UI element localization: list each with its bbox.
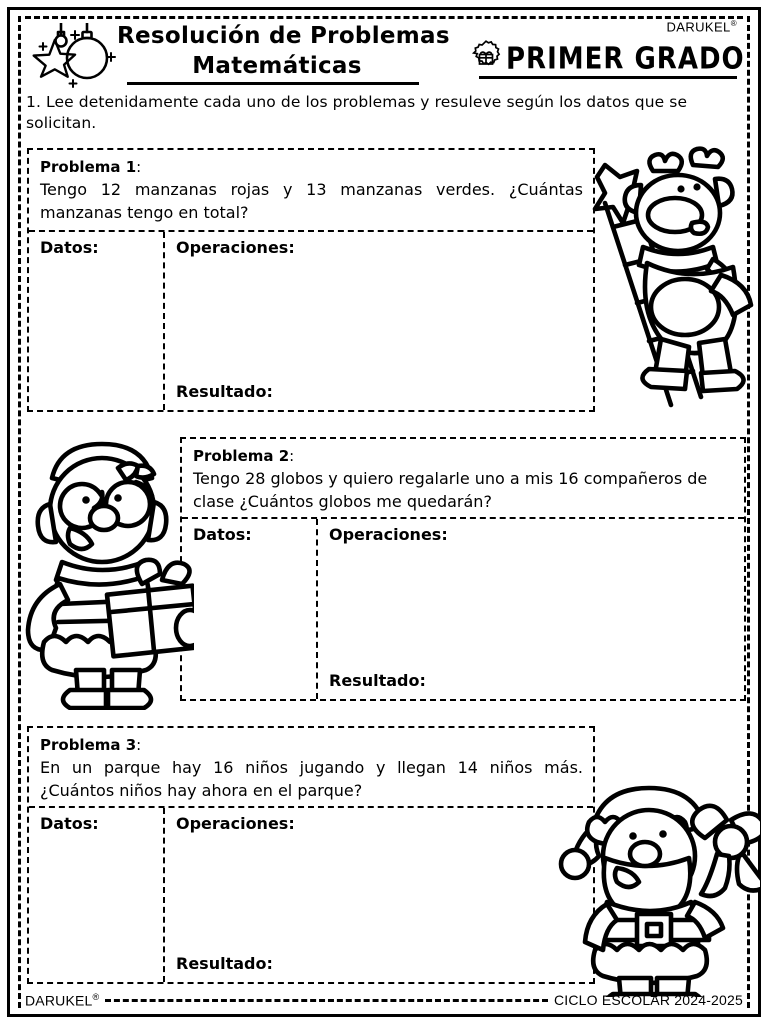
problem-1-operaciones-label: Operaciones: <box>176 238 295 257</box>
page-title <box>117 21 450 85</box>
footer-school-year: CICLO ESCOLAR 2024-2025 <box>553 992 743 1008</box>
problem-2-operaciones-cell[interactable] <box>318 519 744 699</box>
grade-label: PRIMER GRADO <box>506 40 745 77</box>
problem-card-1 <box>27 148 595 412</box>
page-footer <box>25 990 743 1010</box>
problem-3-label-colon: : <box>136 736 142 754</box>
problem-2-text: Tengo 28 globos y quiero regalarle uno a mis 16 compañeros de clase ¿Cuántos globos me quedarán? <box>193 469 708 511</box>
grade-block <box>469 19 745 89</box>
instruction-text: 1. Lee detenidamente cada uno de los problemas y resuleve según los datos que se solicitan. <box>26 93 688 132</box>
problem-2-label-colon: : <box>289 447 295 465</box>
footer-divider <box>105 999 548 1002</box>
problem-3-datos-cell[interactable] <box>29 808 165 982</box>
problem-1-datos-cell[interactable] <box>29 232 165 410</box>
christmas-ornament-star-icon <box>27 23 123 89</box>
problem-3-label-text: Problema 3 <box>40 736 137 754</box>
problem-1-resultado-label: Resultado: <box>176 382 273 401</box>
gift-badge-icon <box>469 39 503 78</box>
problem-2-label <box>193 446 734 466</box>
problem-3-operaciones-label: Operaciones: <box>176 814 295 833</box>
problem-2-statement <box>182 439 744 519</box>
problem-1-label-colon: : <box>136 158 142 176</box>
footer-brand-registered: ® <box>92 991 100 1002</box>
problem-2-answer-area <box>182 519 744 699</box>
page-title-line2: Matemáticas <box>192 53 362 79</box>
problem-card-2 <box>180 437 746 701</box>
problem-3-operaciones-cell[interactable] <box>165 808 593 982</box>
page-title-underline <box>127 82 419 85</box>
problem-3-answer-area <box>29 808 593 982</box>
problem-1-label-text: Problema 1 <box>40 158 137 176</box>
problem-3-label <box>40 735 583 755</box>
page-title-line1: Resolución de Problemas <box>117 23 450 49</box>
problem-1-operaciones-cell[interactable] <box>165 232 593 410</box>
problem-3-text: En un parque hay 16 niños jugando y llegan 14 niños más. ¿Cuántos niños hay ahora en el parque? <box>40 758 583 800</box>
problem-1-answer-area <box>29 232 593 410</box>
brand-mark-registered: ® <box>730 19 737 28</box>
footer-brand-text: DARUKEL <box>25 992 93 1009</box>
problem-2-datos-cell[interactable] <box>182 519 318 699</box>
problem-card-3 <box>27 726 595 984</box>
problem-2-resultado-label: Resultado: <box>329 671 426 690</box>
problem-1-statement <box>29 150 593 232</box>
problem-1-text: Tengo 12 manzanas rojas y 13 manzanas verdes. ¿Cuántas manzanas tengo en total? <box>40 180 583 222</box>
reindeer-on-ladder-with-star-icon <box>575 143 760 418</box>
grade-underline <box>479 76 737 79</box>
problem-2-operaciones-label: Operaciones: <box>329 525 448 544</box>
brand-mark <box>666 19 737 34</box>
problem-1-datos-label: Datos: <box>40 238 99 257</box>
brand-mark-text: DARUKEL <box>666 19 731 35</box>
santa-holding-bow-icon <box>545 782 760 997</box>
problem-2-label-text: Problema 2 <box>193 447 290 465</box>
problem-3-resultado-label: Resultado: <box>176 954 273 973</box>
problem-3-datos-label: Datos: <box>40 814 99 833</box>
problem-3-statement <box>29 728 593 808</box>
problem-1-label <box>40 157 583 177</box>
footer-brand <box>25 992 99 1009</box>
page-header <box>25 16 743 88</box>
mrs-claus-holding-gift-icon <box>14 432 194 710</box>
problem-2-datos-label: Datos: <box>193 525 252 544</box>
